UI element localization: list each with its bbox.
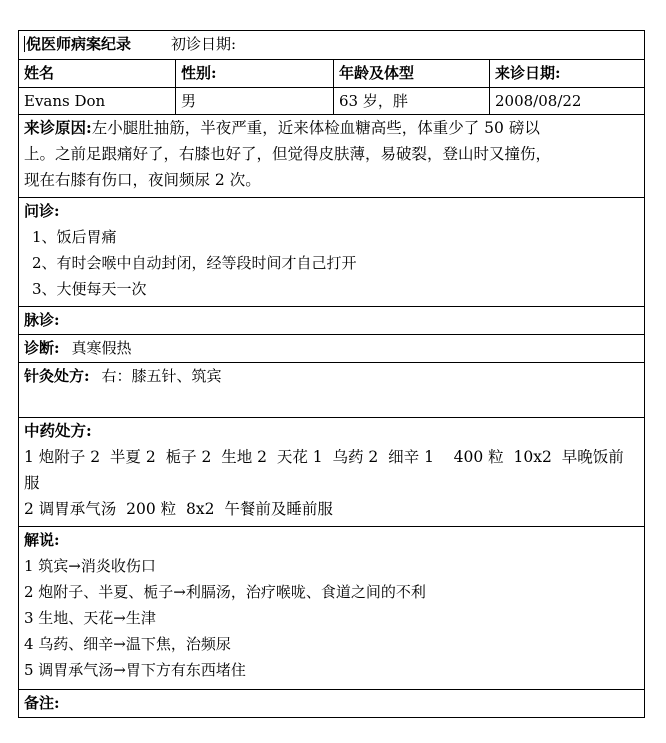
explanation-label: 解说:	[24, 531, 60, 549]
inquiry-item: 3、大便每天一次	[32, 280, 147, 298]
acupuncture-cell	[19, 363, 645, 418]
diagnosis-value: 真寒假热	[71, 339, 132, 357]
notes-label: 备注:	[24, 694, 60, 712]
explanation-item: 4 乌药、细辛→温下焦，治频尿	[24, 635, 231, 653]
visit-date-header: 来诊日期:	[490, 60, 645, 88]
reason-row	[19, 115, 645, 198]
herbal-cell	[19, 418, 645, 527]
title-cell	[19, 31, 645, 60]
text-cursor	[24, 36, 25, 52]
acupuncture-label: 针灸处方:	[24, 367, 90, 385]
notes-cell	[19, 690, 645, 718]
reason-line: 现在右膝有伤口，夜间频尿 2 次。	[24, 171, 261, 189]
case-record-table	[18, 30, 645, 718]
header-row	[19, 60, 645, 88]
explanation-cell	[19, 527, 645, 690]
sex-header: 性别:	[176, 60, 334, 88]
reason-cell	[19, 115, 645, 198]
acupuncture-row	[19, 363, 645, 418]
explanation-item: 3 生地、天花→生津	[24, 609, 156, 627]
herbal-row	[19, 418, 645, 527]
patient-age-body: 63 岁，胖	[334, 88, 490, 115]
herbal-line: 服	[24, 474, 40, 492]
reason-line: 左小腿肚抽筋，半夜严重，近来体检血糖高些，体重少了 50 磅以	[91, 119, 540, 137]
herbal-line: 2 调胃承气汤 200 粒 8x2 午餐前及睡前服	[24, 500, 333, 518]
inquiry-row	[19, 198, 645, 307]
record-title: 倪医师病案纪录	[26, 35, 132, 53]
age-header: 年龄及体型	[334, 60, 490, 88]
name-header: 姓名	[19, 60, 176, 88]
inquiry-item: 1、饭后胃痛	[32, 228, 117, 246]
explanation-item: 2 炮附子、半夏、栀子→利膈汤，治疗喉咙、食道之间的不利	[24, 583, 426, 601]
pulse-label: 脉诊:	[24, 311, 60, 329]
title-row	[19, 31, 645, 60]
herbal-line: 1 炮附子 2 半夏 2 栀子 2 生地 2 天花 1 乌药 2 细辛 1 400 粒 10x2 早晚饭前	[24, 448, 624, 466]
case-record	[18, 30, 644, 718]
pulse-cell	[19, 307, 645, 335]
reason-line: 上。之前足跟痛好了，右膝也好了，但觉得皮肤薄，易破裂，登山时又撞伤，	[24, 145, 552, 163]
explanation-row	[19, 527, 645, 690]
inquiry-label: 问诊:	[24, 202, 60, 220]
pulse-row	[19, 307, 645, 335]
patient-name: Evans Don	[19, 88, 176, 115]
notes-row	[19, 690, 645, 718]
reason-label: 来诊原因:	[24, 118, 92, 137]
patient-row	[19, 88, 645, 115]
inquiry-item: 2、有时会喉中自动封闭，经等段时间才自己打开	[32, 254, 357, 272]
patient-sex: 男	[176, 88, 334, 115]
explanation-item: 1 筑宾→消炎收伤口	[24, 557, 156, 575]
diagnosis-label: 诊断:	[24, 339, 60, 357]
diagnosis-cell	[19, 335, 645, 363]
first-visit-date-label: 初诊日期:	[171, 35, 237, 53]
diagnosis-row	[19, 335, 645, 363]
explanation-item: 5 调胃承气汤→胃下方有东西堵住	[24, 661, 246, 679]
inquiry-cell	[19, 198, 645, 307]
visit-date: 2008/08/22	[490, 88, 645, 115]
acupuncture-value: 右：膝五针、筑宾	[101, 367, 222, 385]
herbal-label: 中药处方:	[24, 421, 92, 440]
